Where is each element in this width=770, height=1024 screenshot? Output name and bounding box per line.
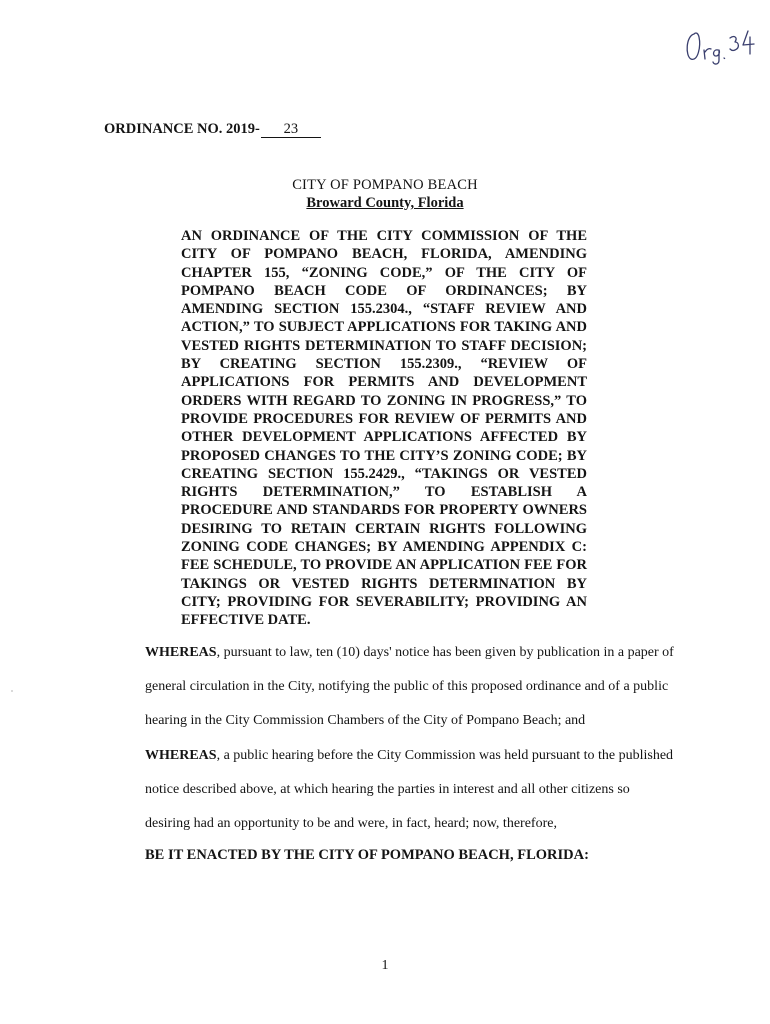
- recital-paragraph: [104, 739, 674, 842]
- ordinance-title-text: AN ORDINANCE OF THE CITY COMMISSION OF THE CITY OF POMPANO BEACH, FLORIDA, AMENDING CHAPTER 155, “ZONING CODE,” OF THE CITY OF POMPANO BEACH CODE OF ORDINANCES; BY AMENDING SECTION 155.2304., “STAFF REVIEW AND ACTION,” TO SUBJECT APPLICATIONS FOR TAKING AND VESTED RIGHTS DETERMINATION TO STAFF DECISION; BY CREATING SECTION 155.2309., “REVIEW OF APPLICATIONS FOR PERMITS AND DEVELOPMENT ORDERS WITH REGARD TO ZONING IN PROGRESS,” TO PROVIDE PROCEDURES FOR REVIEW OF PERMITS AND OTHER DEVELOPMENT APPLICATIONS AFFECTED BY PROPOSED CHANGES TO THE CITY’S ZONING CODE; BY CREATING SECTION 155.2429., “TAKINGS OR VESTED RIGHTS DETERMINATION,” TO ESTABLISH A PROCEDURE AND STANDARDS FOR PROPERTY OWNERS DESIRING TO RETAIN CERTAIN RIGHTS FOLLOWING ZONING CODE CHANGES; BY AMENDING APPENDIX C: FEE SCHEDULE, TO PROVIDE AN APPLICATION FEE FOR TAKINGS OR VESTED RIGHTS DETERMINATION BY CITY; PROVIDING FOR SEVERABILITY; PROVIDING AN EFFECTIVE DATE.: [181, 228, 587, 629]
- recitals: [104, 636, 674, 841]
- ordinance-number-prefix: ORDINANCE NO. 2019-: [104, 121, 260, 137]
- recital-lead: WHEREAS: [145, 645, 217, 660]
- county-name: Broward County, Florida: [306, 195, 464, 211]
- city-name: CITY OF POMPANO BEACH: [292, 177, 478, 193]
- handwritten-annotation: [682, 20, 762, 66]
- recital-lead: WHEREAS: [145, 747, 217, 763]
- recital-paragraph: [104, 636, 674, 739]
- enacting-clause: BE IT ENACTED BY THE CITY OF POMPANO BEACH, FLORIDA:: [145, 847, 589, 863]
- ordinance-title: [181, 227, 587, 630]
- recital-text: , pursuant to law, ten (10) days' notice has been given by publication in a paper of general circulation in the City, notifying the public of this proposed ordinance and of a public hearing in the City Commission Chambers of the City of Pompano Beach; and: [145, 645, 674, 729]
- document-header: [180, 176, 590, 212]
- ordinance-number-value: 23: [261, 122, 321, 138]
- ordinance-number: [104, 121, 321, 138]
- page-number: 1: [381, 958, 389, 973]
- recital-text: , a public hearing before the City Commission was held pursuant to the published notice described above, at which hearing the parties in interest and all other citizens so desiring had an opportunity to be and were, in fact, heard; now, therefore,: [145, 747, 674, 832]
- scan-speck: [11, 690, 13, 692]
